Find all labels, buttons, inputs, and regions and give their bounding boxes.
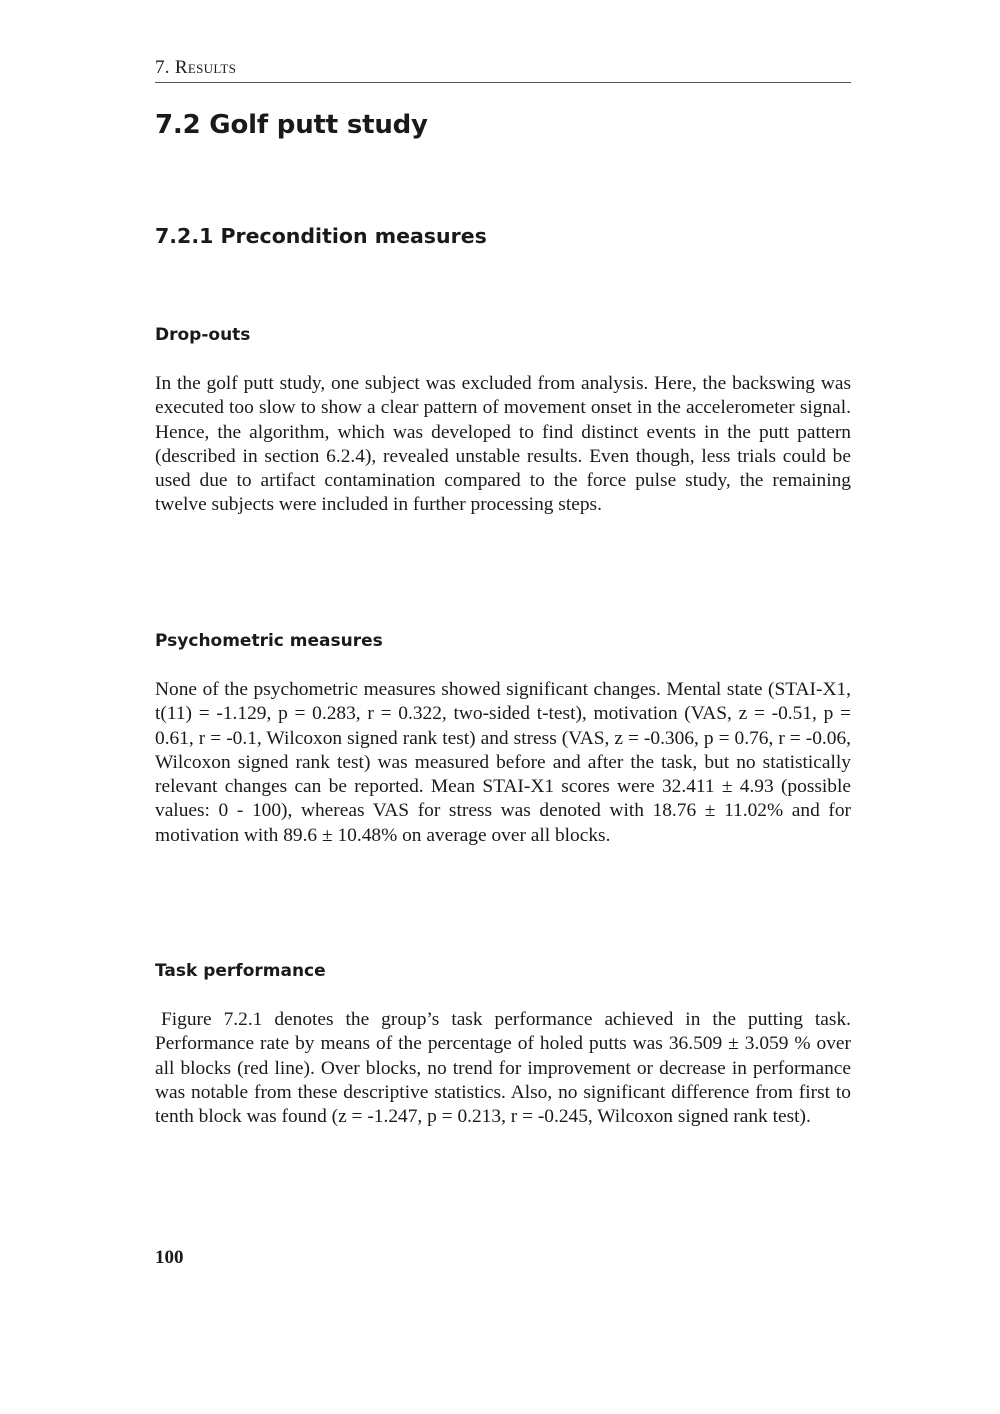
dropouts-heading: Drop-outs — [155, 325, 251, 345]
section-title: 7.2 Golf putt study — [155, 110, 428, 140]
running-head: 7. Results — [155, 57, 851, 83]
psychometric-paragraph: None of the psychometric measures showed significant changes. Mental state (STAI-X1, t(11) = -1.129, p = 0.283, r = 0.322, two-sided t-test), motivation (VAS, z = -0.51, p = 0.61, r = -0.1, Wilcoxon signed rank test) and stress (VAS, z = -0.306, p = 0.76, r = -0.06, Wilcoxon signed rank test) was measured before and after the task, but no statistically relevant changes can be reported. Mean STAI-X1 scores were 32.411 ± 4.93 (possible values: 0 - 100), whereas VAS for stress was denoted with 18.76 ± 11.02% and for motivation with 89.6 ± 10.48% on average over all blocks. — [155, 679, 851, 846]
task-performance-paragraph: Figure 7.2.1 denotes the group’s task performance achieved in the putting task. Performance rate by means of the percentage of holed putts was 36.509 ± 3.059 % over all blocks (red line). Over blocks, no trend for improvement or decrease in performance was notable from these descriptive statistics. Also, no significant difference from first to tenth block was found (z = -1.247, p = 0.213, r = -0.245, Wilcoxon signed rank test). — [155, 1009, 851, 1128]
page-number: 100 — [155, 1247, 184, 1268]
psychometric-heading: Psychometric measures — [155, 631, 383, 651]
task-performance-heading: Task performance — [155, 961, 326, 981]
subsection-title: 7.2.1 Precondition measures — [155, 224, 487, 248]
dropouts-paragraph: In the golf putt study, one subject was excluded from analysis. Here, the backswing was executed too slow to show a clear pattern of movement onset in the accelerometer signal. Hence, the algorithm, which was developed to find distinct events in the putt pattern (described in section 6.2.4), revealed unstable results. Even though, less trials could be used due to artifact contamination compared to the force pulse study, the remaining twelve subjects were included in further processing steps. — [155, 373, 851, 516]
